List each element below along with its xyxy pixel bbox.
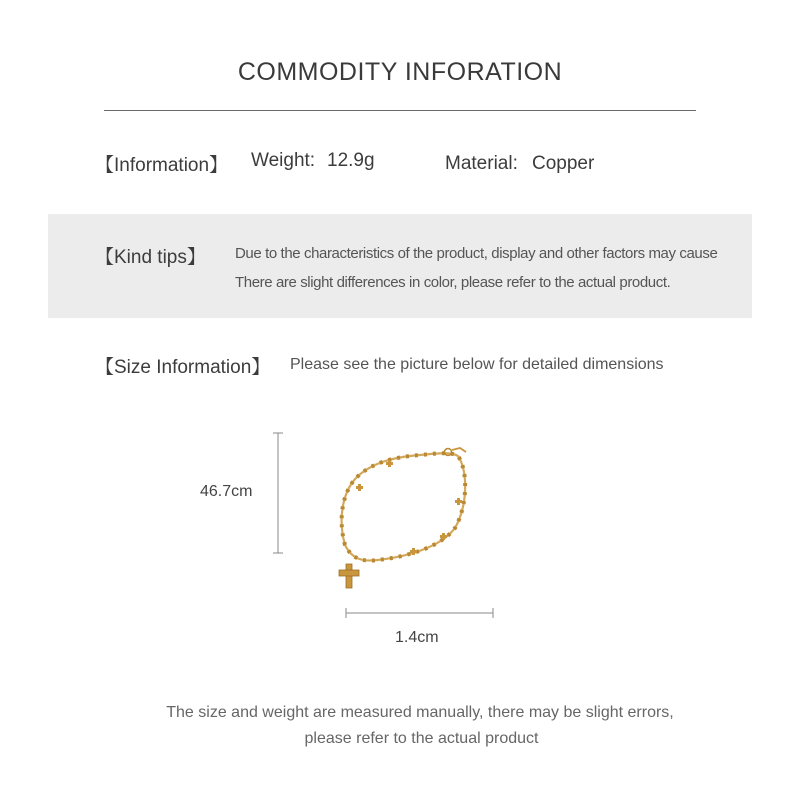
kind-tips-label: 【Kind tips】 — [95, 247, 206, 268]
weight-value: 12.9g — [327, 150, 375, 171]
footer-note-line-1: The size and weight are measured manually, there may be slight errors, — [166, 704, 674, 721]
height-dimension-label: 46.7cm — [200, 483, 253, 500]
page-title: COMMODITY INFORATION — [237, 58, 563, 86]
kind-tips-band — [48, 214, 752, 318]
information-label: 【Information】 — [95, 155, 229, 176]
width-dimension-label: 1.4cm — [395, 629, 439, 646]
footer-note-line-2: please refer to the actual product — [304, 730, 539, 747]
cross-pendant-necklace-icon — [339, 448, 466, 588]
size-information-label: 【Size Information】 — [95, 357, 271, 378]
material-value: Copper — [532, 153, 595, 174]
width-dimension-line — [346, 608, 493, 618]
kind-tips-line-1: Due to the characteristics of the product, display and other factors may cause — [235, 245, 718, 262]
height-dimension-line — [273, 433, 283, 553]
title-divider — [104, 110, 696, 111]
weight-key: Weight: — [251, 150, 316, 171]
kind-tips-line-2: There are slight differences in color, please refer to the actual product. — [235, 274, 671, 291]
size-information-description: Please see the picture below for detailed dimensions — [290, 356, 664, 373]
material-key: Material: — [445, 153, 518, 174]
